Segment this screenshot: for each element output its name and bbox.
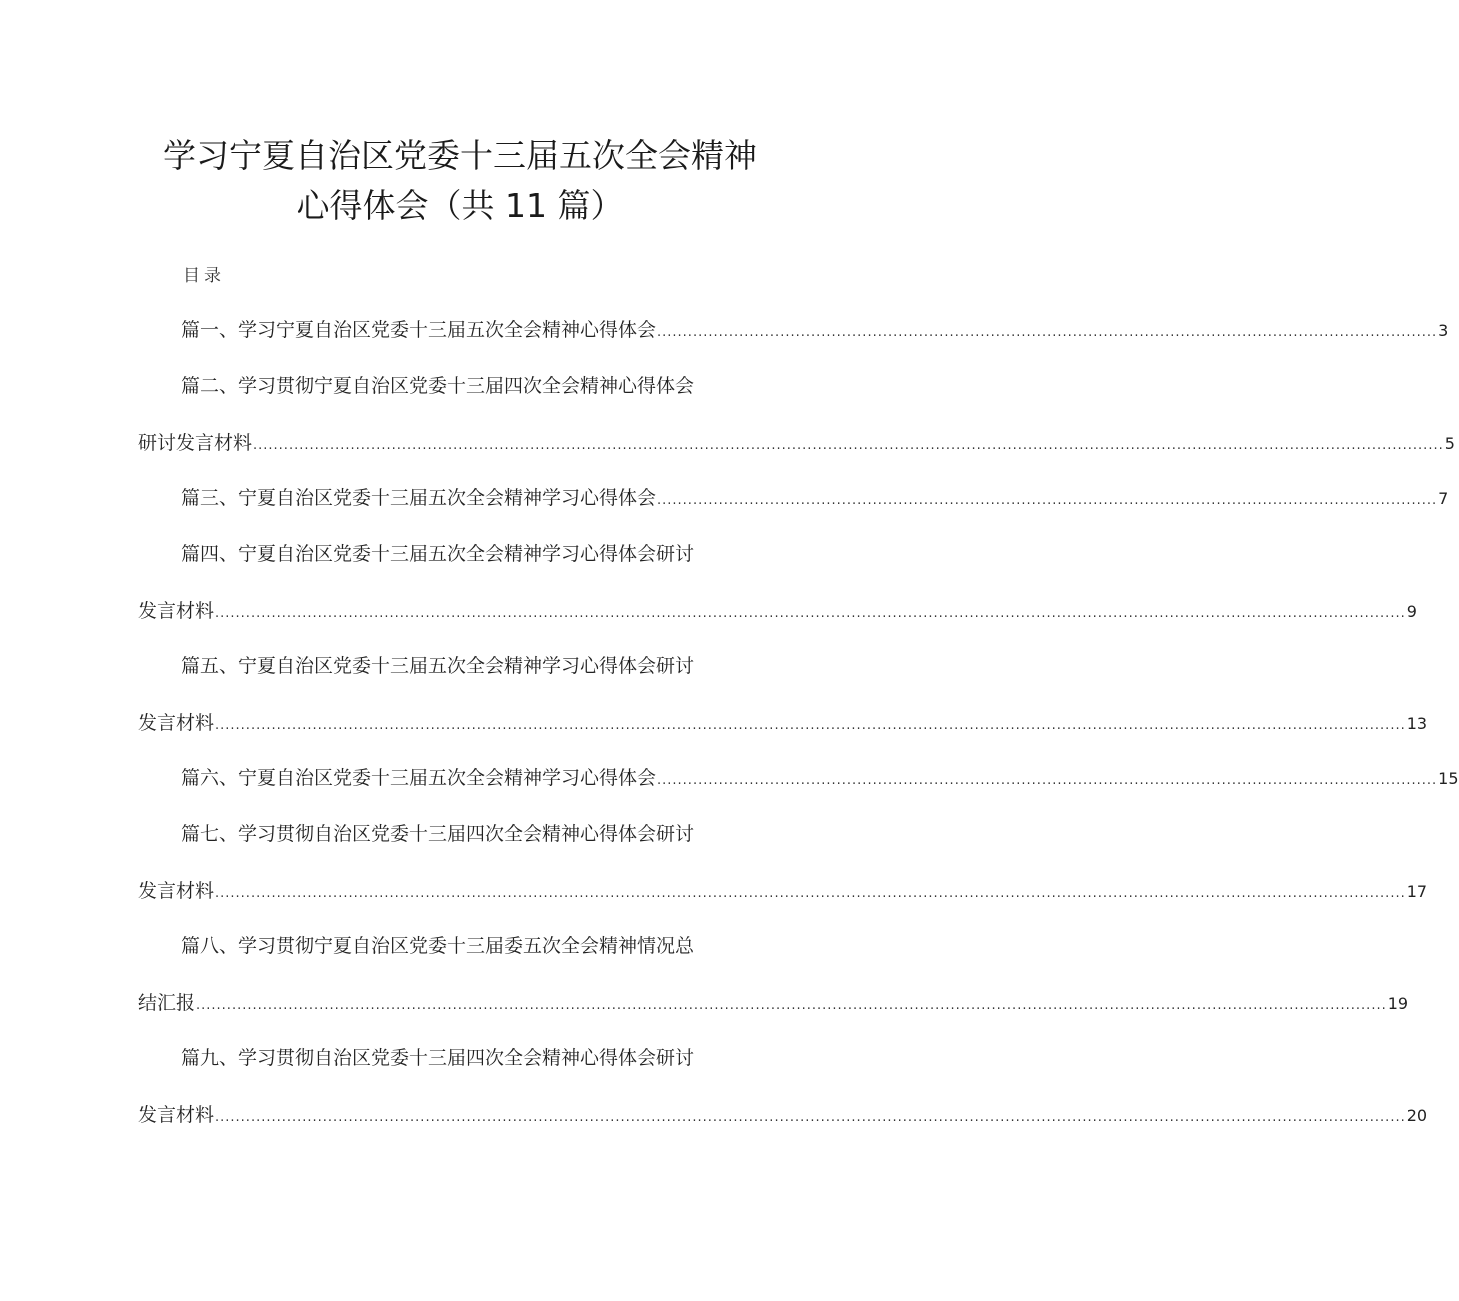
toc-entry-9[interactable] xyxy=(181,1045,694,1071)
toc-page-number: 15 xyxy=(1438,769,1459,788)
toc-entry-title-continued: 发言材料 xyxy=(138,1104,215,1126)
document-title-line-1: 学习宁夏自治区党委十三届五次全会精神 xyxy=(163,136,757,175)
toc-entry-title-continued: 发言材料 xyxy=(138,880,215,902)
toc-entry-4-continued[interactable] xyxy=(138,598,1417,627)
toc-page-number: 20 xyxy=(1406,1106,1428,1125)
toc-leader-dots: ........................................................................................................................................................................................................................................ xyxy=(196,998,1387,1013)
toc-entry-1[interactable] xyxy=(181,317,1449,346)
toc-entry-5[interactable] xyxy=(181,653,694,679)
toc-entry-2[interactable] xyxy=(181,373,694,399)
document-title-line-2: 心得体会（共 11 篇） xyxy=(296,186,624,225)
toc-entry-title: 篇五、宁夏自治区党委十三届五次全会精神学习心得体会研讨 xyxy=(181,655,695,677)
toc-leader-dots: ........................................................................................................................................................................................................................................ xyxy=(215,718,1406,733)
toc-entry-6[interactable] xyxy=(181,765,1459,794)
toc-entry-3[interactable] xyxy=(181,485,1449,514)
toc-entry-9-continued[interactable] xyxy=(138,1102,1428,1131)
toc-page-number: 13 xyxy=(1406,714,1428,733)
toc-page-number: 19 xyxy=(1387,994,1409,1013)
toc-leader-dots: ........................................................................................................................................................................................................................................ xyxy=(215,886,1406,901)
toc-entry-title: 篇四、宁夏自治区党委十三届五次全会精神学习心得体会研讨 xyxy=(181,543,695,565)
toc-entry-8[interactable] xyxy=(181,933,694,959)
toc-entry-5-continued[interactable] xyxy=(138,710,1428,739)
toc-leader-dots: ........................................................................................................................................................................................................................................ xyxy=(215,606,1406,621)
toc-entry-title: 篇二、学习贯彻宁夏自治区党委十三届四次全会精神心得体会 xyxy=(181,375,695,397)
toc-entry-title: 篇六、宁夏自治区党委十三届五次全会精神学习心得体会 xyxy=(181,767,657,789)
toc-leader-dots: ........................................................................................................................................................ xyxy=(657,325,1438,340)
toc-entry-title: 篇三、宁夏自治区党委十三届五次全会精神学习心得体会 xyxy=(181,487,657,509)
toc-heading: 目录 xyxy=(183,266,225,286)
toc-leader-dots: ........................................................................................................................................................ xyxy=(657,773,1438,788)
toc-page-number: 9 xyxy=(1406,602,1417,621)
toc-page-number: 3 xyxy=(1438,321,1449,340)
toc-entry-title-continued: 发言材料 xyxy=(138,600,215,622)
toc-entry-2-continued[interactable] xyxy=(138,430,1455,459)
toc-entry-title: 篇一、学习宁夏自治区党委十三届五次全会精神心得体会 xyxy=(181,319,657,341)
toc-entry-title: 篇八、学习贯彻宁夏自治区党委十三届委五次全会精神情况总 xyxy=(181,935,695,957)
toc-entry-8-continued[interactable] xyxy=(138,990,1409,1019)
toc-entry-title-continued: 结汇报 xyxy=(138,992,196,1014)
toc-page-number: 17 xyxy=(1406,882,1428,901)
toc-entry-7[interactable] xyxy=(181,821,694,847)
toc-page-number: 7 xyxy=(1438,489,1449,508)
toc-entry-title: 篇九、学习贯彻自治区党委十三届四次全会精神心得体会研讨 xyxy=(181,1047,695,1069)
toc-leader-dots: ........................................................................................................................................................................................................................................ xyxy=(253,438,1444,453)
toc-entry-7-continued[interactable] xyxy=(138,878,1428,907)
toc-entry-title: 篇七、学习贯彻自治区党委十三届四次全会精神心得体会研讨 xyxy=(181,823,695,845)
toc-page-number: 5 xyxy=(1444,434,1455,453)
toc-leader-dots: ........................................................................................................................................................................................................................................ xyxy=(215,1110,1406,1125)
toc-entry-title-continued: 研讨发言材料 xyxy=(138,432,253,454)
toc-entry-title-continued: 发言材料 xyxy=(138,712,215,734)
toc-leader-dots: ........................................................................................................................................................ xyxy=(657,493,1438,508)
toc-entry-4[interactable] xyxy=(181,541,694,567)
